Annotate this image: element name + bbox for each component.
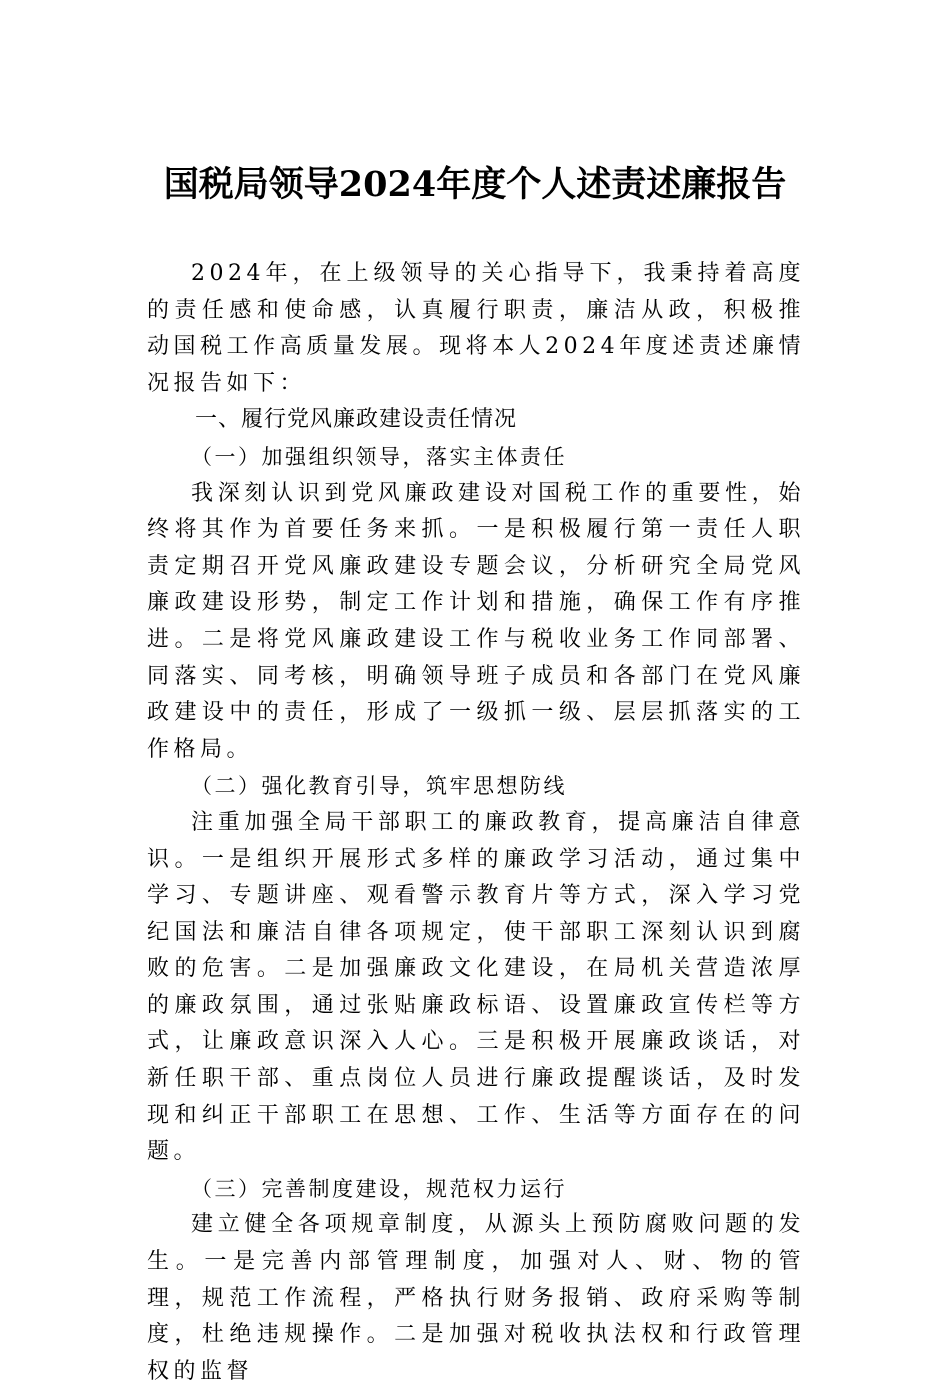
- intro-paragraph: 2024年，在上级领导的关心指导下，我秉持着高度的责任感和使命感，认真履行职责，廉洁从政，积极推动国税工作高质量发展。现将本人2024年度述责述廉情况报告如下：: [147, 261, 805, 396]
- document-body: [147, 256, 805, 1390]
- subsection-heading-3: （三）完善制度建设，规范权力运行: [191, 1176, 567, 1201]
- subsection-body-2: 注重加强全局干部职工的廉政教育，提高廉洁自律意识。一是组织开展形式多样的廉政学习活动，通过集中学习、专题讲座、观看警示教育片等方式，深入学习党纪国法和廉洁自律各项规定，使干部职工深刻认识到腐败的危害。二是加强廉政文化建设，在局机关营造浓厚的廉政氛围，通过张贴廉政标语、设置廉政宣传栏等方式，让廉政意识深入人心。三是积极开展廉政谈话，对新任职干部、重点岗位人员进行廉政提醒谈话，及时发现和纠正干部职工在思想、工作、生活等方面存在的问题。: [147, 809, 805, 1165]
- subsection-body-3: 建立健全各项规章制度，从源头上预防腐败问题的发生。一是完善内部管理制度，加强对人、财、物的管理，规范工作流程，严格执行财务报销、政府采购等制度，杜绝违规操作。二是加强对税收执法权和行政管理权的监督: [147, 1212, 805, 1384]
- subsection-body-1: 我深刻认识到党风廉政建设对国税工作的重要性，始终将其作为首要任务来抓。一是积极履行第一责任人职责定期召开党风廉政建设专题会议，分析研究全局党风廉政建设形势，制定工作计划和措施，确保工作有序推进。二是将党风廉政建设工作与税收业务工作同部署、同落实、同考核，明确领导班子成员和各部门在党风廉政建设中的责任，形成了一级抓一级、层层抓落实的工作格局。: [147, 480, 805, 762]
- document-title: 国税局领导2024年度个人述责述廉报告: [163, 164, 787, 205]
- subsection-heading-1: （一）加强组织领导，落实主体责任: [191, 444, 567, 469]
- section-heading-1: 一、履行党风廉政建设责任情况: [195, 407, 518, 433]
- subsection-heading-2: （二）强化教育引导，筑牢思想防线: [191, 774, 567, 799]
